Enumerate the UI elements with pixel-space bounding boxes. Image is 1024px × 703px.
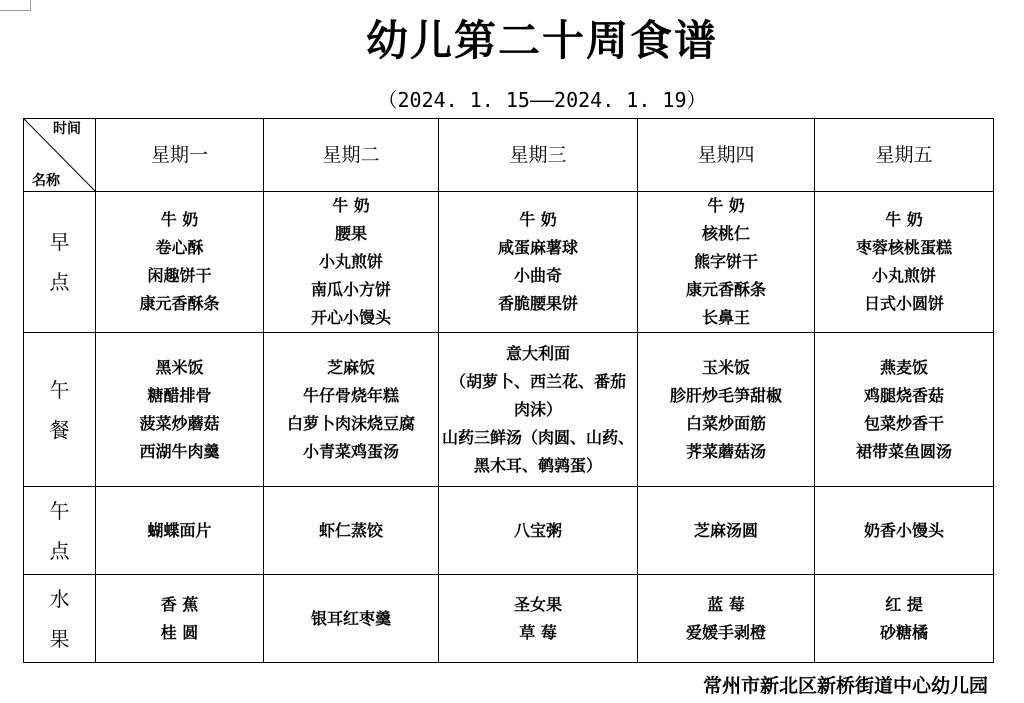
menu-cell — [96, 192, 264, 333]
menu-item: 八宝粥 — [513, 520, 562, 540]
page-title: 幼儿第二十周食谱 — [365, 16, 718, 65]
menu-item: 长鼻王 — [701, 308, 750, 327]
header-row — [24, 119, 994, 192]
menu-item: （胡萝卜、西兰花、番茄 — [449, 371, 626, 391]
breakfast-row — [24, 192, 994, 333]
row-label-char: 餐 — [49, 417, 70, 442]
menu-item: 黑米饭 — [155, 357, 204, 377]
menu-cell — [439, 333, 638, 487]
menu-cell — [439, 575, 638, 663]
day-header: 星期五 — [815, 119, 994, 192]
menu-item: 荠菜蘑菇汤 — [685, 441, 766, 461]
menu-item: 日式小圆饼 — [863, 294, 944, 313]
menu-item: 康元香酥条 — [685, 280, 766, 299]
row-label-char: 果 — [49, 626, 70, 651]
menu-item: 牛 奶 — [160, 210, 199, 229]
menu-cell — [638, 333, 815, 487]
fruit-row — [24, 575, 994, 663]
menu-item: 桂 圆 — [160, 622, 199, 642]
menu-item: 燕麦饭 — [879, 357, 928, 377]
row-label-char: 早 — [49, 230, 70, 254]
menu-item: 菠菜炒蘑菇 — [139, 413, 220, 433]
menu-item: 南瓜小方饼 — [310, 280, 391, 299]
kindergarten-name: 常州市新北区新桥街道中心幼儿园 — [702, 675, 988, 697]
menu-item: 虾仁蒸饺 — [318, 520, 383, 540]
menu-cell — [264, 487, 439, 575]
menu-item: 山药三鲜汤（肉圆、山药、 — [441, 427, 634, 447]
day-header: 星期二 — [264, 119, 439, 192]
menu-item: 芝麻饭 — [326, 357, 375, 377]
menu-cell — [815, 192, 994, 333]
menu-item: 咸蛋麻薯球 — [497, 238, 578, 257]
menu-item: 香 蕉 — [160, 594, 199, 614]
menu-item: 胗肝炒毛笋甜椒 — [669, 385, 782, 405]
menu-item: 牛 奶 — [885, 210, 923, 229]
menu-table — [23, 118, 994, 663]
day-header: 星期四 — [638, 119, 815, 192]
date-range: （2024. 1. 15——2024. 1. 19） — [377, 88, 707, 112]
row-label-char: 午 — [49, 498, 70, 523]
menu-item: 白菜炒面筋 — [685, 413, 766, 433]
menu-item: 牛仔骨烧年糕 — [302, 385, 399, 405]
menu-item: 裙带菜鱼圆汤 — [855, 441, 952, 461]
menu-item: 意大利面 — [505, 343, 570, 363]
menu-cell — [96, 575, 264, 663]
menu-cell — [96, 487, 264, 575]
menu-cell — [96, 333, 264, 487]
menu-item: 西湖牛肉羹 — [139, 441, 220, 461]
menu-item: 牛 奶 — [707, 196, 745, 215]
row-label — [24, 333, 96, 487]
menu-cell — [815, 487, 994, 575]
menu-item: 小曲奇 — [513, 266, 562, 285]
menu-item: 枣蓉核桃蛋糕 — [855, 238, 952, 257]
menu-item: 腰果 — [334, 224, 367, 243]
menu-item: 银耳红枣羹 — [310, 608, 391, 628]
day-header: 星期三 — [439, 119, 638, 192]
menu-item: 圣女果 — [513, 594, 562, 614]
menu-item: 糖醋排骨 — [147, 385, 212, 405]
menu-item: 鸡腿烧香菇 — [863, 385, 944, 405]
menu-item: 芝麻汤圆 — [693, 520, 758, 540]
menu-cell — [638, 575, 815, 663]
corner-name-label: 名称 — [32, 173, 60, 189]
day-header: 星期一 — [96, 119, 264, 192]
row-label — [24, 192, 96, 333]
menu-cell — [264, 333, 439, 487]
menu-item: 康元香酥条 — [139, 294, 220, 313]
corner-time-label: 时间 — [53, 121, 81, 137]
menu-item: 黑木耳、鹌鹑蛋） — [473, 455, 602, 475]
menu-item: 白萝卜肉沫烧豆腐 — [286, 413, 415, 433]
menu-item: 包菜炒香干 — [863, 413, 944, 433]
row-label-char: 水 — [49, 586, 70, 611]
menu-item: 熊字饼干 — [693, 252, 758, 271]
menu-item: 闲趣饼干 — [147, 266, 212, 285]
menu-item: 蝴蝶面片 — [147, 520, 212, 540]
menu-item: 牛 奶 — [332, 196, 370, 215]
menu-item: 红 提 — [885, 594, 923, 614]
row-label — [24, 487, 96, 575]
snack-row — [24, 487, 994, 575]
menu-cell — [638, 192, 815, 333]
menu-item: 牛 奶 — [519, 210, 557, 229]
menu-item: 爱媛手剥橙 — [685, 622, 766, 642]
menu-cell — [815, 333, 994, 487]
menu-cell — [264, 575, 439, 663]
menu-item: 开心小馒头 — [310, 308, 391, 327]
menu-item: 核桃仁 — [701, 224, 750, 243]
row-label-char: 午 — [49, 377, 70, 402]
menu-item: 小青菜鸡蛋汤 — [302, 441, 399, 461]
menu-item: 蓝 莓 — [707, 594, 745, 614]
menu-item: 奶香小馒头 — [863, 520, 944, 540]
row-label-char: 点 — [49, 270, 70, 294]
menu-item: 小丸煎饼 — [318, 252, 383, 271]
menu-item: 草 莓 — [519, 622, 557, 642]
menu-cell — [264, 192, 439, 333]
lunch-row — [24, 333, 994, 487]
menu-cell — [439, 487, 638, 575]
menu-item: 砂糖橘 — [879, 622, 928, 642]
menu-item: 玉米饭 — [701, 357, 750, 377]
corner-cell — [24, 119, 96, 192]
menu-item: 香脆腰果饼 — [497, 294, 578, 313]
row-label — [24, 575, 96, 663]
menu-cell — [638, 487, 815, 575]
menu-cell — [815, 575, 994, 663]
menu-item: 肉沫） — [513, 399, 562, 419]
menu-item: 小丸煎饼 — [871, 266, 936, 285]
row-label-char: 点 — [49, 538, 70, 563]
menu-item: 卷心酥 — [155, 238, 204, 257]
menu-cell — [439, 192, 638, 333]
